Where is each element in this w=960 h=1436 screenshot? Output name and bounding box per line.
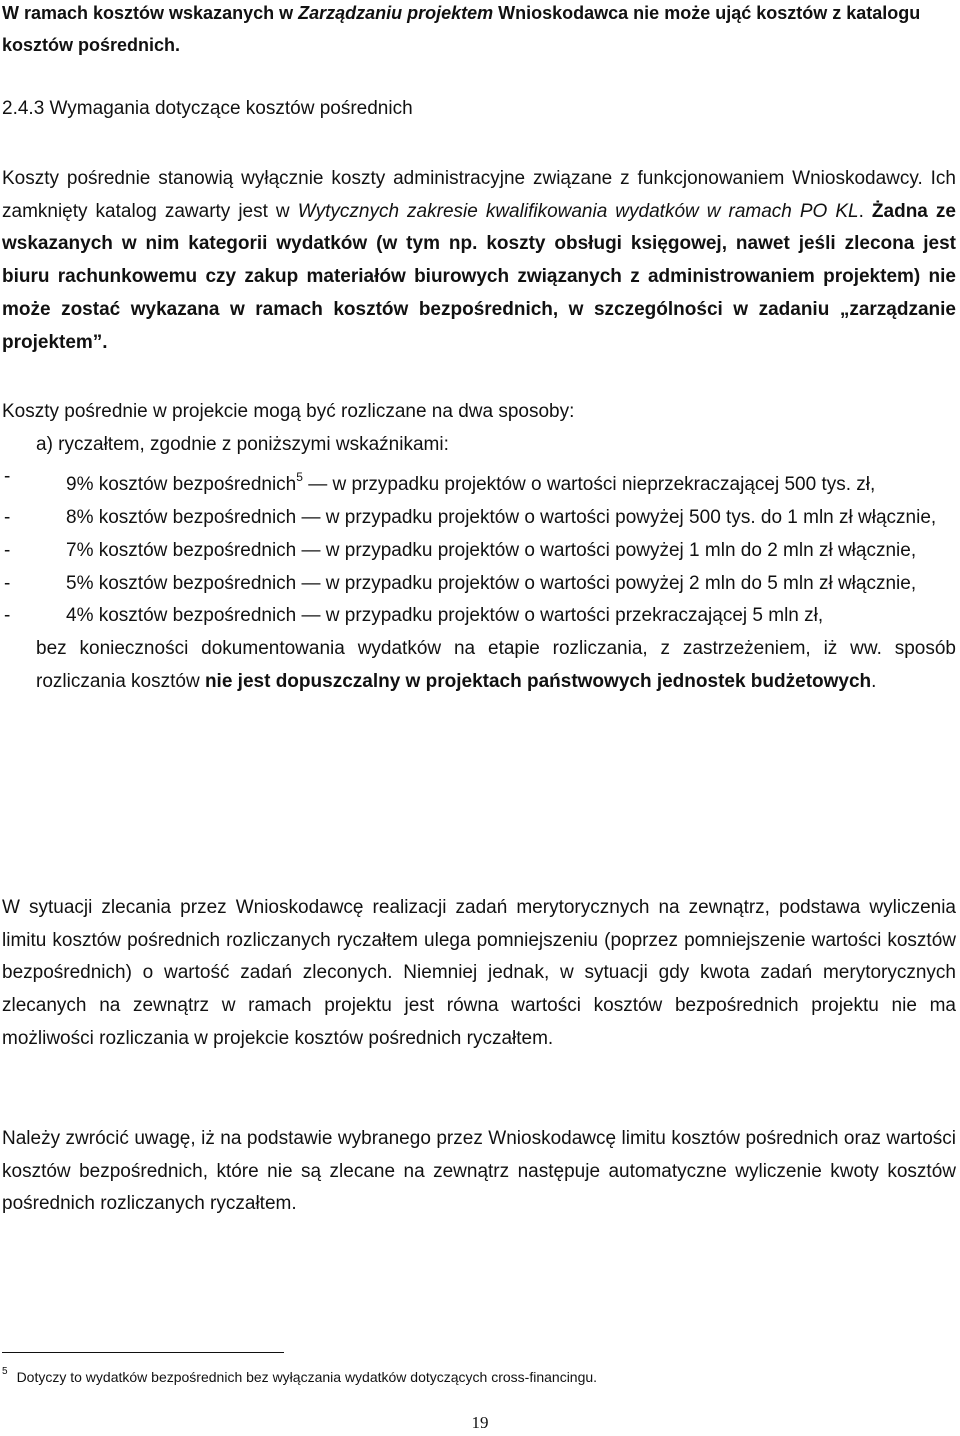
rate-item-9 xyxy=(2,461,956,502)
p2-tail xyxy=(2,633,956,698)
dash-bullet: - xyxy=(4,466,11,488)
footnote-number: 5 xyxy=(2,1366,8,1377)
intro-italic-term: Zarządzaniu projektem xyxy=(298,3,494,23)
p1-text-a: Koszty pośrednie stanowią wyłącznie koszty administracyjne związane z funkcjonowaniem Wnioskodawcy. Ich zamknięty katalog zawarty jest w xyxy=(2,168,956,222)
p2-lead: Koszty pośrednie w projekcie mogą być rozliczane na dwa sposoby: xyxy=(2,401,575,422)
rate-9-text-b: — w przypadku projektów o wartości nieprzekraczającej 500 tys. zł, xyxy=(302,474,876,496)
p1-text-b: . xyxy=(858,200,872,222)
rate-item-5 xyxy=(2,568,956,601)
footnote xyxy=(2,1362,597,1387)
footnote-ref: 5 xyxy=(296,470,303,485)
paragraph-settlement-methods xyxy=(2,396,956,698)
dash-bullet: - xyxy=(4,507,11,529)
rate-9-text-a: 9% kosztów bezpośrednich xyxy=(66,474,297,496)
paragraph-automatic-calculation: Należy zwrócić uwagę, iż na podstawie wybranego przez Wnioskodawcę limitu kosztów pośrednich oraz wartości kosztów bezpośrednich, które nie są zlecane na zewnątrz następuje automatyczne wyliczenie kwoty kosztów pośrednich rozliczanych ryczałtem. xyxy=(2,1128,956,1215)
rate-item-7 xyxy=(2,535,956,568)
section-heading: 2.4.3 Wymagania dotyczące kosztów pośrednich xyxy=(2,98,413,119)
list-item-a: a) ryczałtem, zgodnie z poniższymi wskaźnikami: xyxy=(36,433,449,455)
footnote-text: Dotyczy to wydatków bezpośrednich bez wyłączania wydatków dotyczących cross-financingu. xyxy=(16,1369,598,1385)
rate-7-text: 7% kosztów bezpośrednich — w przypadku projektów o wartości powyżej 1 mln do 2 mln zł włącznie, xyxy=(66,539,917,561)
paragraph-indirect-costs-definition xyxy=(2,163,956,359)
rate-item-8 xyxy=(2,502,956,535)
p2-tail-bold: nie jest dopuszczalny w projektach państwowych jednostek budżetowych xyxy=(204,670,872,692)
p2-tail-text-a: bez konieczności dokumentowania wydatków na etapie rozliczania, z zastrzeżeniem, iż ww. sposób rozliczania kosztów xyxy=(36,637,956,692)
p1-bold-restriction: Żadna ze wskazanych w nim kategorii wydatków (w tym np. koszty obsługi księgowej, nawet jeśli zlecona jest biuru rachunkowemu czy zakup materiałów biurowych związanych z administrowaniem projektem) nie może zostać wykazana w ramach kosztów bezpośrednich, w szczególności w zadaniu „zarządzanie projektem”. xyxy=(2,200,956,353)
paragraph-outsourcing: W sytuacji zlecania przez Wnioskodawcę realizacji zadań merytorycznych na zewnątrz, podstawa wyliczenia limitu kosztów pośrednich rozliczanych ryczałtem ulega pomniejszeniu (poprzez pomniejszenie wartości kosztów bezpośrednich) o wartość zadań zleconych. Niemniej jednak, w sytuacji gdy kwota zadań merytorycznych zlecanych na zewnątrz w ramach projektu jest równa wartości kosztów bezpośrednich projektu nie ma możliwości rozliczania w projekcie kosztów pośrednich ryczałtem. xyxy=(2,897,956,1049)
rate-item-4 xyxy=(2,600,956,633)
dash-bullet: - xyxy=(4,605,11,627)
intro-paragraph xyxy=(2,0,956,61)
p2-tail-text-b: . xyxy=(871,670,877,692)
footnote-separator xyxy=(2,1352,284,1353)
dash-bullet: - xyxy=(4,539,11,561)
intro-text-b: Wnioskodawca nie może ująć kosztów z katalogu kosztów pośrednich. xyxy=(2,3,921,55)
page-number: 19 xyxy=(471,1413,489,1432)
rate-8-text: 8% kosztów bezpośrednich — w przypadku projektów o wartości powyżej 500 tys. do 1 mln zł włącznie, xyxy=(66,507,937,529)
dash-bullet: - xyxy=(4,572,11,594)
p1-italic-guidelines: Wytycznych zakresie kwalifikowania wydatków w ramach PO KL xyxy=(297,200,859,222)
intro-text-a: W ramach kosztów wskazanych w xyxy=(2,3,299,23)
rate-5-text: 5% kosztów bezpośrednich — w przypadku projektów o wartości powyżej 2 mln do 5 mln zł włącznie, xyxy=(66,572,917,594)
rate-4-text: 4% kosztów bezpośrednich — w przypadku projektów o wartości przekraczającej 5 mln zł, xyxy=(66,605,824,627)
